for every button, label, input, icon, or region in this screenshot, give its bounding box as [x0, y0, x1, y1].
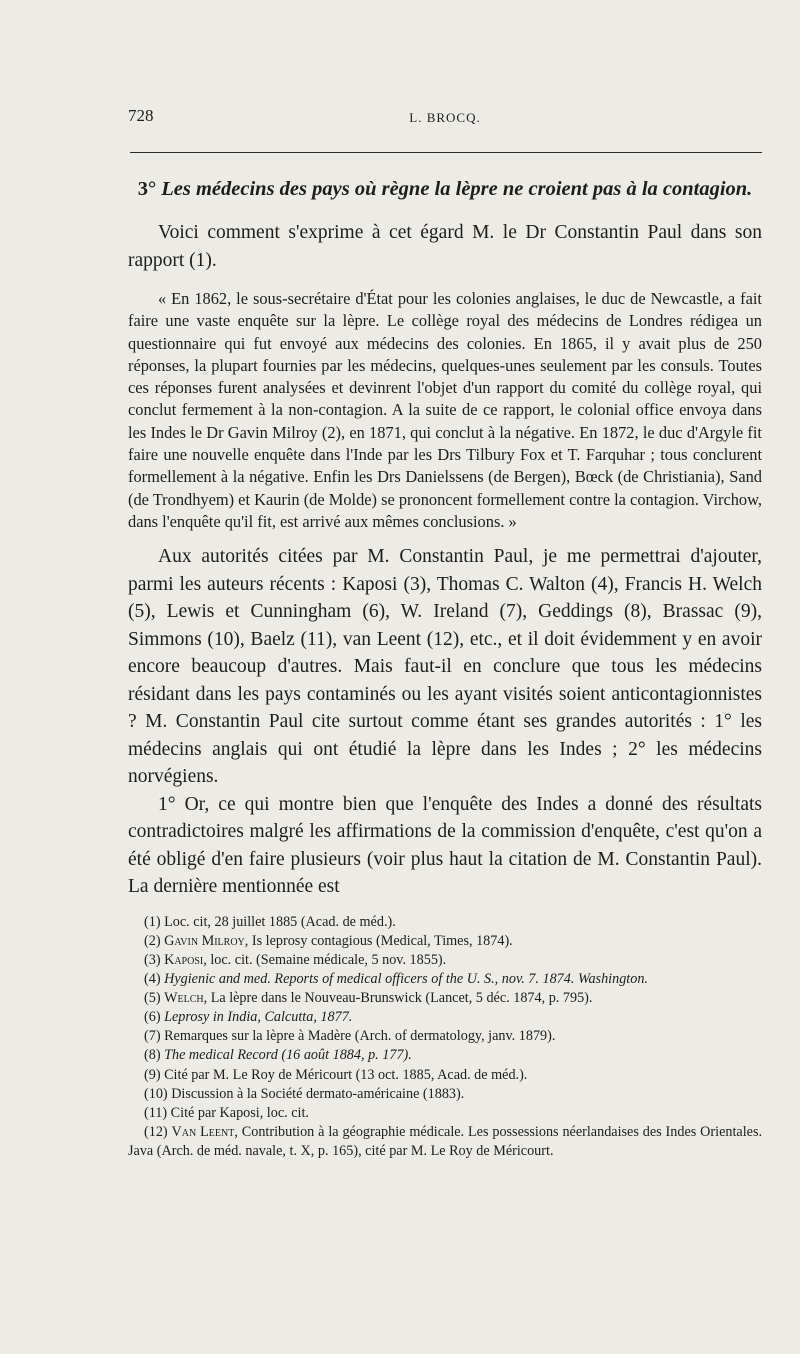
footnote-mark: (8) — [144, 1047, 161, 1064]
footnote-author: Kaposi, — [164, 951, 207, 968]
quotation-block: « En 1862, le sous-secrétaire d'État pour les colonies anglaises, le duc de Newcastle, a fait faire une vaste enquête sur la lèpre. Le collège royal des médecins de Londres rédigea un questionnaire qui fut envoyé aux médecins des colonies. En 1865, il y avait plus de 250 réponses, la plupart fournies par les médecins, quelques-unes seulement par les consuls. Toutes ces réponses furent analysées et devinrent l'objet d'un rapport du comité du collège royal, qui conclut fermement à la non-contagion. A la suite de ce rapport, le colonial office envoya dans les Indes le Dr Gavin Milroy (2), en 1871, qui conclut à la négative. En 1872, le duc d'Argyle fit faire une nouvelle enquête dans l'Inde par les Drs Tilbury Fox et T. Farquhar ; tous conclurent formellement à la négative. Enfin les Drs Danielssens (de Bergen), Bœck (de Christiania), Sand (de Trondhyem) et Kaurin (de Molde) se prononcent formellement contre la contagion. Virchow, dans l'enquête qu'il fit, est arrivé aux mêmes conclusions. » — [128, 289, 762, 531]
header-rule — [130, 152, 762, 153]
footnote-text: Leprosy in India, Calcutta, 1877. — [164, 1009, 353, 1026]
section-title — [128, 175, 762, 203]
footnote — [128, 989, 762, 1008]
footnote-mark: (5) — [144, 990, 161, 1007]
footnote-text: Cité par Kaposi, loc. cit. — [170, 1104, 309, 1121]
footnote-mark: (7) — [144, 1028, 161, 1045]
footnote-author: Gavin Milroy, — [164, 932, 249, 949]
running-title: L. BROCQ. — [409, 110, 481, 125]
footnote — [128, 1104, 762, 1123]
page-number: 728 — [128, 106, 154, 125]
footnote-text: Is leprosy contagious (Medical, Times, 1874). — [248, 932, 513, 949]
body-paragraph-1: Aux autorités citées par M. Constantin Paul, je me permettrai d'ajouter, parmi les auteurs récents : Kaposi (3), Thomas C. Walton (4), Francis H. Welch (5), Lewis et Cunningham (6), W. Ireland (7), Geddings (8), Brassac (9), Simmons (10), Baelz (11), van Leent (12), etc., et il doit évidemment y en avoir encore beaucoup d'autres. Mais faut-il en conclure que tous les médecins résidant dans les pays contaminés ou les ayant visités soient anticontagionnistes ? M. Constantin Paul cite surtout comme étant ses grandes autorités : 1° les médecins anglais qui ont étudié la lèpre dans les Indes ; 2° les médecins norvégiens. — [128, 546, 762, 788]
footnote-author: Welch, — [164, 990, 208, 1007]
footnote — [128, 1123, 762, 1161]
footnote-text: La lèpre dans le Nouveau-Brunswick (Lancet, 5 déc. 1874, p. 795). — [207, 990, 593, 1007]
footnote-mark: (1) — [144, 913, 161, 930]
footnote-text: The medical Record (16 août 1884, p. 177). — [164, 1047, 412, 1064]
footnote-text: Loc. cit, 28 juillet 1885 (Acad. de méd.). — [164, 913, 396, 930]
section-number: 3° — [137, 178, 157, 200]
footnote-mark: (11) — [144, 1104, 168, 1121]
footnote — [128, 1085, 762, 1104]
footnote-mark: (12) — [144, 1123, 168, 1140]
footnote — [128, 932, 762, 951]
intro-paragraph: Voici comment s'exprime à cet égard M. le Dr Constantin Paul dans son rapport (1). — [128, 222, 762, 271]
footnote-mark: (4) — [144, 971, 161, 988]
footnote — [128, 1066, 762, 1085]
footnote — [128, 1008, 762, 1027]
footnote-text: Hygienic and med. Reports of medical officers of the U. S., nov. 7. 1874. Washington. — [164, 971, 648, 988]
footnote-text: Remarques sur la lèpre à Madère (Arch. of dermatology, janv. 1879). — [164, 1028, 556, 1045]
footnote-text: Discussion à la Société dermato-américaine (1883). — [171, 1085, 465, 1102]
running-head — [128, 104, 762, 130]
footnote — [128, 951, 762, 970]
footnote-mark: (10) — [144, 1085, 168, 1102]
footnote — [128, 1046, 762, 1065]
footnote — [128, 1027, 762, 1046]
footnote-text: loc. cit. (Semaine médicale, 5 nov. 1855). — [206, 951, 447, 968]
footnote-author: Van Leent, — [171, 1123, 238, 1140]
footnotes — [128, 913, 762, 1161]
footnote-mark: (3) — [144, 951, 161, 968]
footnote-text: Cité par M. Le Roy de Méricourt (13 oct. 1885, Acad. de méd.). — [164, 1066, 528, 1083]
body-paragraph-2: 1° Or, ce qui montre bien que l'enquête des Indes a donné des résultats contradictoires malgré les affirmations de la commission d'enquête, c'est qu'on a été obligé d'en faire plusieurs (voir plus haut la citation de M. Constantin Paul). La dernière mentionnée est — [128, 793, 762, 898]
footnote-mark: (6) — [144, 1009, 161, 1026]
footnote-mark: (2) — [144, 932, 161, 949]
footnote — [128, 970, 762, 989]
section-title-text: Les médecins des pays où règne la lèpre ne croient pas à la contagion. — [161, 178, 753, 200]
footnote — [128, 913, 762, 932]
footnote-text: Contribution à la géographie médicale. Les possessions néerlandaises des Indes Orientales. Java (Arch. de méd. navale, t. X, p. 165), cité par M. Le Roy de Méricourt. — [128, 1123, 763, 1159]
footnote-mark: (9) — [144, 1066, 161, 1083]
